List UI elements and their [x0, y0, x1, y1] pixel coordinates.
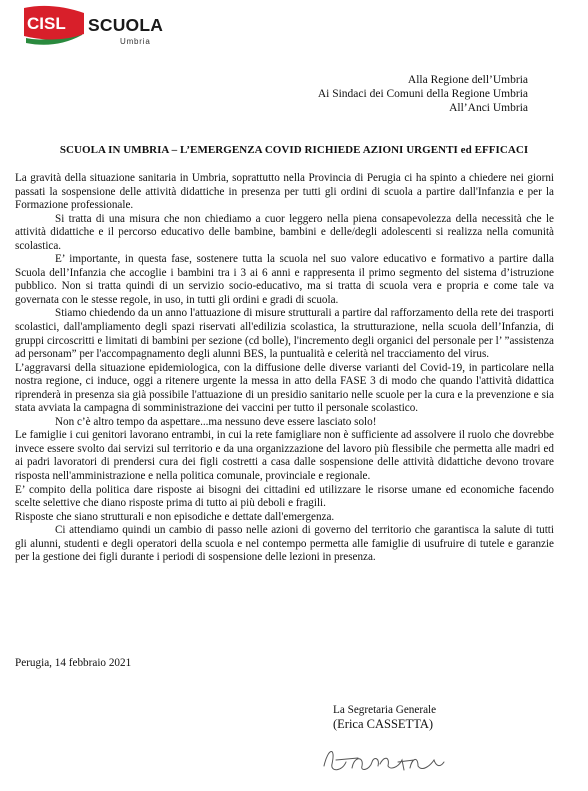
- place-date: Perugia, 14 febbraio 2021: [15, 657, 132, 669]
- signature-name: (Erica CASSETTA): [333, 717, 434, 731]
- recipient-line: Alla Regione dell’Umbria: [407, 74, 528, 86]
- logo-cisl-text: CISL: [27, 14, 66, 33]
- body-paragraph: Ci attendiamo quindi un cambio di passo nelle azioni di governo del territorio che garantisca la salute di tutti gli alunni, studenti e degli operatori della scuola e nel contempo permetta alle famiglie di usufruire di tutele e garanzie per la gestione dei figli durante i periodi di sospensione delle lezioni in presenza.: [15, 524, 554, 564]
- letter-title: SCUOLA IN UMBRIA – L’EMERGENZA COVID RICHIEDE AZIONI URGENTI ed EFFICACI: [59, 144, 529, 156]
- body-paragraph: E’ importante, in questa fase, sostenere tutta la scuola nel suo valore educativo e formativo a partire dalla Scuola dell’Infanzia che accoglie i bambini tra i 3 ai 6 anni e rappresenta il primo segmento del sistema d’istruzione pubblico. Non si tratta quindi di un servizio socio-educativo, ma si tratta di scuola vera e propria e come tale va governata con le stesse regole, in uso, in tutti gli ordini e gradi di scuola.: [15, 253, 554, 306]
- letter-body: [15, 172, 554, 565]
- body-paragraph: E’ compito della politica dare risposte ai bisogni dei cittadini ed utilizzare le risorse umane ed economiche facendo scelte selettive che diano risposte prima di tutto ai più deboli e fragili.: [15, 483, 554, 510]
- body-paragraph: Stiamo chiedendo da un anno l'attuazione di misure strutturali a partire dal rafforzamento della rete dei trasporti scolastici, dall'ampliamento degli spazi riservati all'edilizia scolastica, la strutturazione, nella scuola dell’Infanzia, di gruppi circoscritti e limitati di bambini per sezione (cd bolle), l'incremento degli organici del personale per l’ ”assistenza ad personam” per l'accompagnamento degli alunni BES, la puntualità e celerità nel tracciamento del virus.: [15, 307, 554, 361]
- cisl-logo-icon: [22, 4, 88, 50]
- body-paragraph: Risposte che siano strutturali e non episodiche e dettate dall'emergenza.: [15, 510, 335, 523]
- handwritten-signature: [318, 742, 448, 778]
- signature-block: [333, 703, 436, 731]
- logo-region-text: Umbria: [120, 37, 151, 46]
- cisl-scuola-logo: [22, 4, 182, 50]
- body-paragraph: Le famiglie i cui genitori lavorano entrambi, in cui la rete famigliare non è sufficiente ad assolvere il ruolo che dovrebbe invece essere svolto dai servizi sul territorio e da una organizzazione del lavoro più flessibile che permetta alle madri ed ai padri lavoratori di prendersi cura dei figli costretti a casa dalle sospensione delle attività didattiche devono trovare risposta nell'amministrazione e nella politica comunale, provinciale e regionale.: [15, 429, 554, 483]
- body-paragraph: L’aggravarsi della situazione epidemiologica, con la diffusione delle diverse varianti del Covid-19, in particolare nella nostra regione, ci induce, oggi a ritenere urgente la messa in atto della FASE 3 di modo che quando l'attività didattica riprenderà in presenza sia già possibile l'attuazione di un presidio sanitario nelle scuole per la cura e la prevenzione e sia stata avviata la campagna di somministrazione dei vaccini per tutto il personale scolastico.: [15, 361, 554, 415]
- body-paragraph: Non c’è altro tempo da aspettare...ma nessuno deve essere lasciato solo!: [55, 415, 377, 428]
- recipient-line: All’Anci Umbria: [449, 102, 528, 114]
- body-paragraph: La gravità della situazione sanitaria in Umbria, soprattutto nella Provincia di Perugia ci ha spinto a chiedere nei giorni passati la sospensione delle attività didattiche in presenza per tutti gli ordini di scuola a partire dall'Infanzia e per la Formazione professionale.: [15, 172, 554, 212]
- signature-role: La Segretaria Generale: [333, 704, 437, 716]
- logo-scuola-text: SCUOLA: [88, 15, 164, 35]
- recipient-line: Ai Sindaci dei Comuni della Regione Umbria: [317, 88, 528, 100]
- body-paragraph: Si tratta di una misura che non chiediamo a cuor leggero nella piena consapevolezza della necessità che le attività didattiche e il percorso educativo delle bambine, bambini e delle/degli adolescenti si realizza nella comunità scolastica.: [15, 212, 554, 252]
- recipients-block: [318, 73, 528, 115]
